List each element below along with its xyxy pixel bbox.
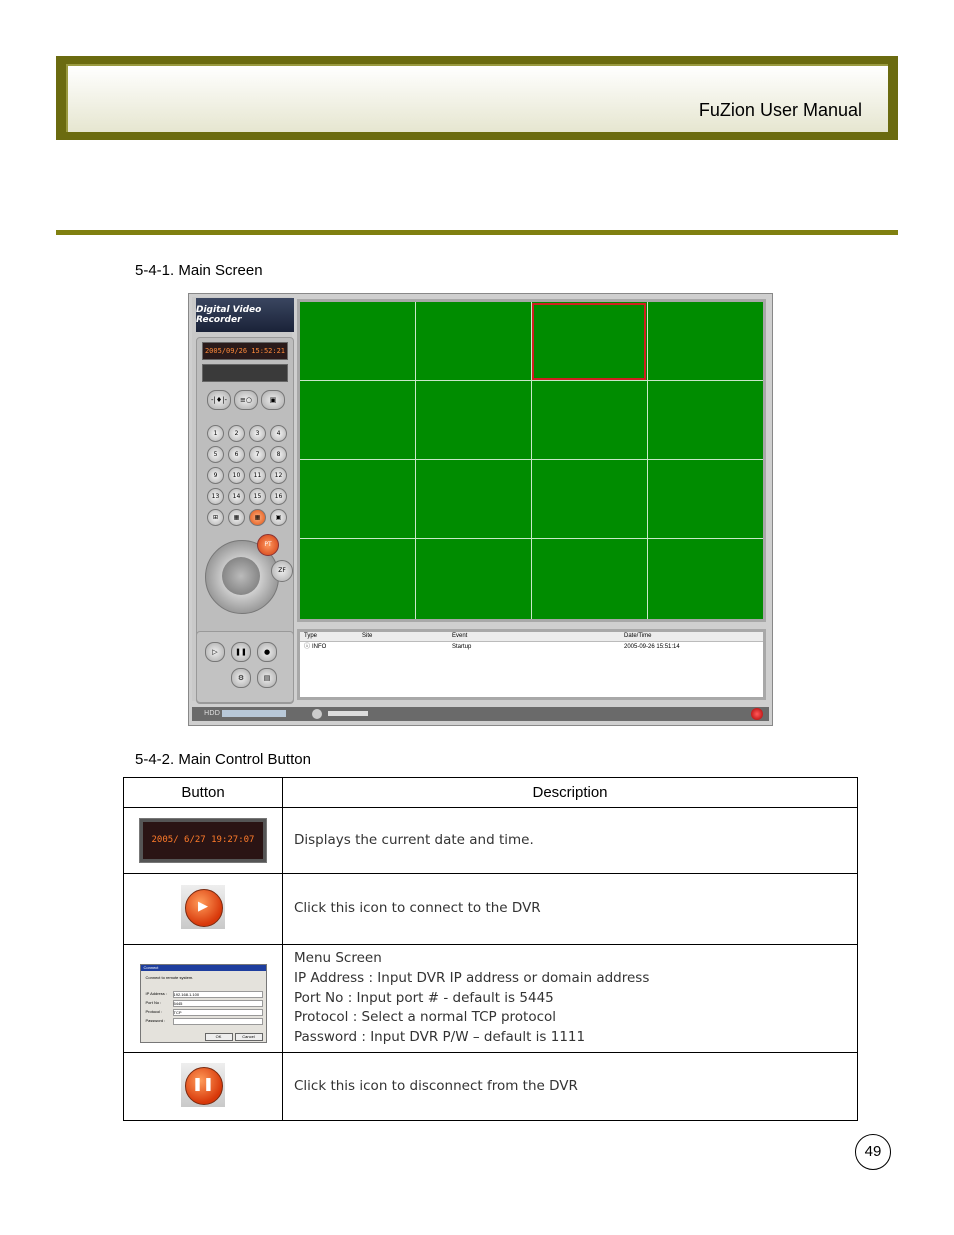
channel-button-5[interactable]: 5: [207, 446, 224, 463]
channel-button-15[interactable]: 15: [249, 488, 266, 505]
status-bar: [192, 707, 769, 721]
channel-button-3[interactable]: 3: [249, 425, 266, 442]
layout-4-icon[interactable]: ⊞: [207, 509, 224, 526]
icon-cell: [124, 874, 283, 945]
description-line: Password : Input DVR P/W – default is 1111: [294, 1029, 586, 1046]
page-number: 49: [855, 1134, 891, 1170]
dialog-prompt: Connect to remote system.: [145, 975, 194, 980]
dialog-field-port: 5445: [173, 1000, 263, 1007]
chart-icon[interactable]: ▤: [257, 668, 277, 688]
control-button-table: [123, 777, 858, 1121]
channel-button-16[interactable]: 16: [270, 488, 287, 505]
log-event: Startup: [452, 644, 472, 650]
channel-button-12[interactable]: 12: [270, 467, 287, 484]
layout-16-icon[interactable]: ▦: [249, 509, 266, 526]
dialog-field-password: [173, 1018, 263, 1025]
table-cell-description: [283, 808, 858, 874]
table-row: [124, 1053, 858, 1121]
pause-icon[interactable]: ❚❚: [231, 642, 251, 662]
description-line: Protocol : Select a normal TCP protocol: [294, 1009, 557, 1026]
dialog-ok-button: OK: [205, 1033, 233, 1041]
connect-icon: ▶: [181, 885, 225, 929]
log-datetime: 2005-09-26 15:51:14: [624, 644, 680, 650]
log-header-site: Site: [362, 633, 373, 639]
table-header-description: Description: [283, 778, 858, 808]
grid-line: [300, 459, 763, 460]
log-header-type: Type: [304, 633, 318, 639]
zf-button[interactable]: ZF: [271, 560, 293, 582]
info-icon: ⓘ: [304, 644, 311, 650]
layout-9-icon[interactable]: ▦: [228, 509, 245, 526]
channel-button-13[interactable]: 13: [207, 488, 224, 505]
grid-line: [300, 538, 763, 539]
channel-button-11[interactable]: 11: [249, 467, 266, 484]
header-panel: [66, 64, 888, 132]
channel-button-1[interactable]: 1: [207, 425, 224, 442]
description-line: Click this icon to disconnect from the DVR: [294, 1077, 578, 1094]
channel-button-4[interactable]: 4: [270, 425, 287, 442]
status-display: [202, 364, 288, 382]
table-header-button: Button: [124, 778, 283, 808]
header-banner: [56, 56, 898, 140]
connect-dialog-thumbnail: [140, 964, 267, 1043]
table-cell-description: [283, 945, 858, 1053]
volume-slider[interactable]: [328, 711, 368, 716]
table-row: [124, 808, 858, 874]
section-title-main-control: 5-4-2. Main Control Button: [135, 751, 311, 768]
channel-button-2[interactable]: 2: [228, 425, 245, 442]
event-log-header: [300, 632, 763, 642]
layout-custom-icon[interactable]: ▣: [270, 509, 287, 526]
dialog-cancel-button: Cancel: [235, 1033, 263, 1041]
log-header-event: Event: [452, 633, 468, 639]
connect-button[interactable]: -|♦|-: [207, 390, 231, 410]
description-line: Click this icon to connect to the DVR: [294, 900, 541, 917]
icon-cell: [124, 1053, 283, 1121]
dialog-field-protocol: TCP: [173, 1009, 263, 1016]
channel-button-9[interactable]: 9: [207, 467, 224, 484]
dialog-label-password: Password :: [145, 1018, 166, 1023]
volume-icon[interactable]: [312, 709, 322, 719]
ptz-center[interactable]: [222, 557, 260, 595]
selected-camera-cell[interactable]: [532, 303, 646, 380]
hdd-label: HDD: [204, 709, 221, 717]
table-cell-description: [283, 1053, 858, 1121]
dialog-field-ip: 192.168.1.100: [173, 991, 263, 998]
log-type: INFO: [312, 644, 327, 650]
dvr-main-screenshot: [188, 293, 773, 726]
channel-button-14[interactable]: 14: [228, 488, 245, 505]
description-line: IP Address : Input DVR IP address or domain address: [294, 969, 650, 986]
log-header-datetime: Date/Time: [624, 633, 652, 639]
event-log-row[interactable]: [300, 643, 763, 652]
dvr-logo: Digital Video Recorder: [196, 298, 294, 332]
setup-button[interactable]: ≡○: [234, 390, 258, 410]
exit-icon[interactable]: [751, 708, 763, 720]
table-cell-description: [283, 874, 858, 945]
description-line: Port No : Input port # - default is 5445: [294, 989, 554, 1006]
playback-panel: [196, 631, 294, 703]
icon-cell: [124, 808, 283, 874]
dialog-label-port: Port No :: [145, 1000, 162, 1005]
clock-display-icon: 2005/ 6/27 19:27:07: [139, 818, 267, 863]
dialog-label-ip: IP Address :: [145, 991, 167, 996]
section-rule: [56, 230, 898, 235]
clock-display: 2005/09/26 15:52:21: [202, 342, 288, 360]
icon-cell: [124, 945, 283, 1053]
menu-button[interactable]: ▣: [261, 390, 285, 410]
channel-button-8[interactable]: 8: [270, 446, 287, 463]
grid-line: [415, 302, 416, 619]
table-row: [124, 874, 858, 945]
settings-icon[interactable]: ⚙: [231, 668, 251, 688]
table-row: [124, 945, 858, 1053]
channel-button-7[interactable]: 7: [249, 446, 266, 463]
grid-line: [647, 302, 648, 619]
section-title-main-screen: 5-4-1. Main Screen: [135, 262, 263, 279]
user-icon[interactable]: ●: [257, 642, 277, 662]
dialog-title: Connect: [141, 965, 266, 971]
description-line: Menu Screen: [294, 950, 382, 966]
pt-button[interactable]: PT: [257, 534, 279, 556]
hdd-usage-bar: [222, 710, 286, 717]
table-header-row: [124, 778, 858, 808]
left-panel: [192, 297, 292, 701]
channel-button-10[interactable]: 10: [228, 467, 245, 484]
manual-title: FuZion User Manual: [698, 100, 862, 120]
grid-line: [300, 380, 763, 381]
description-line: Displays the current date and time.: [294, 831, 534, 848]
search-icon[interactable]: ▷: [205, 642, 225, 662]
disconnect-icon: ❚❚: [181, 1063, 225, 1107]
camera-grid[interactable]: [297, 299, 766, 622]
event-log: [297, 629, 766, 700]
channel-button-6[interactable]: 6: [228, 446, 245, 463]
dialog-label-protocol: Protocol :: [145, 1009, 163, 1014]
